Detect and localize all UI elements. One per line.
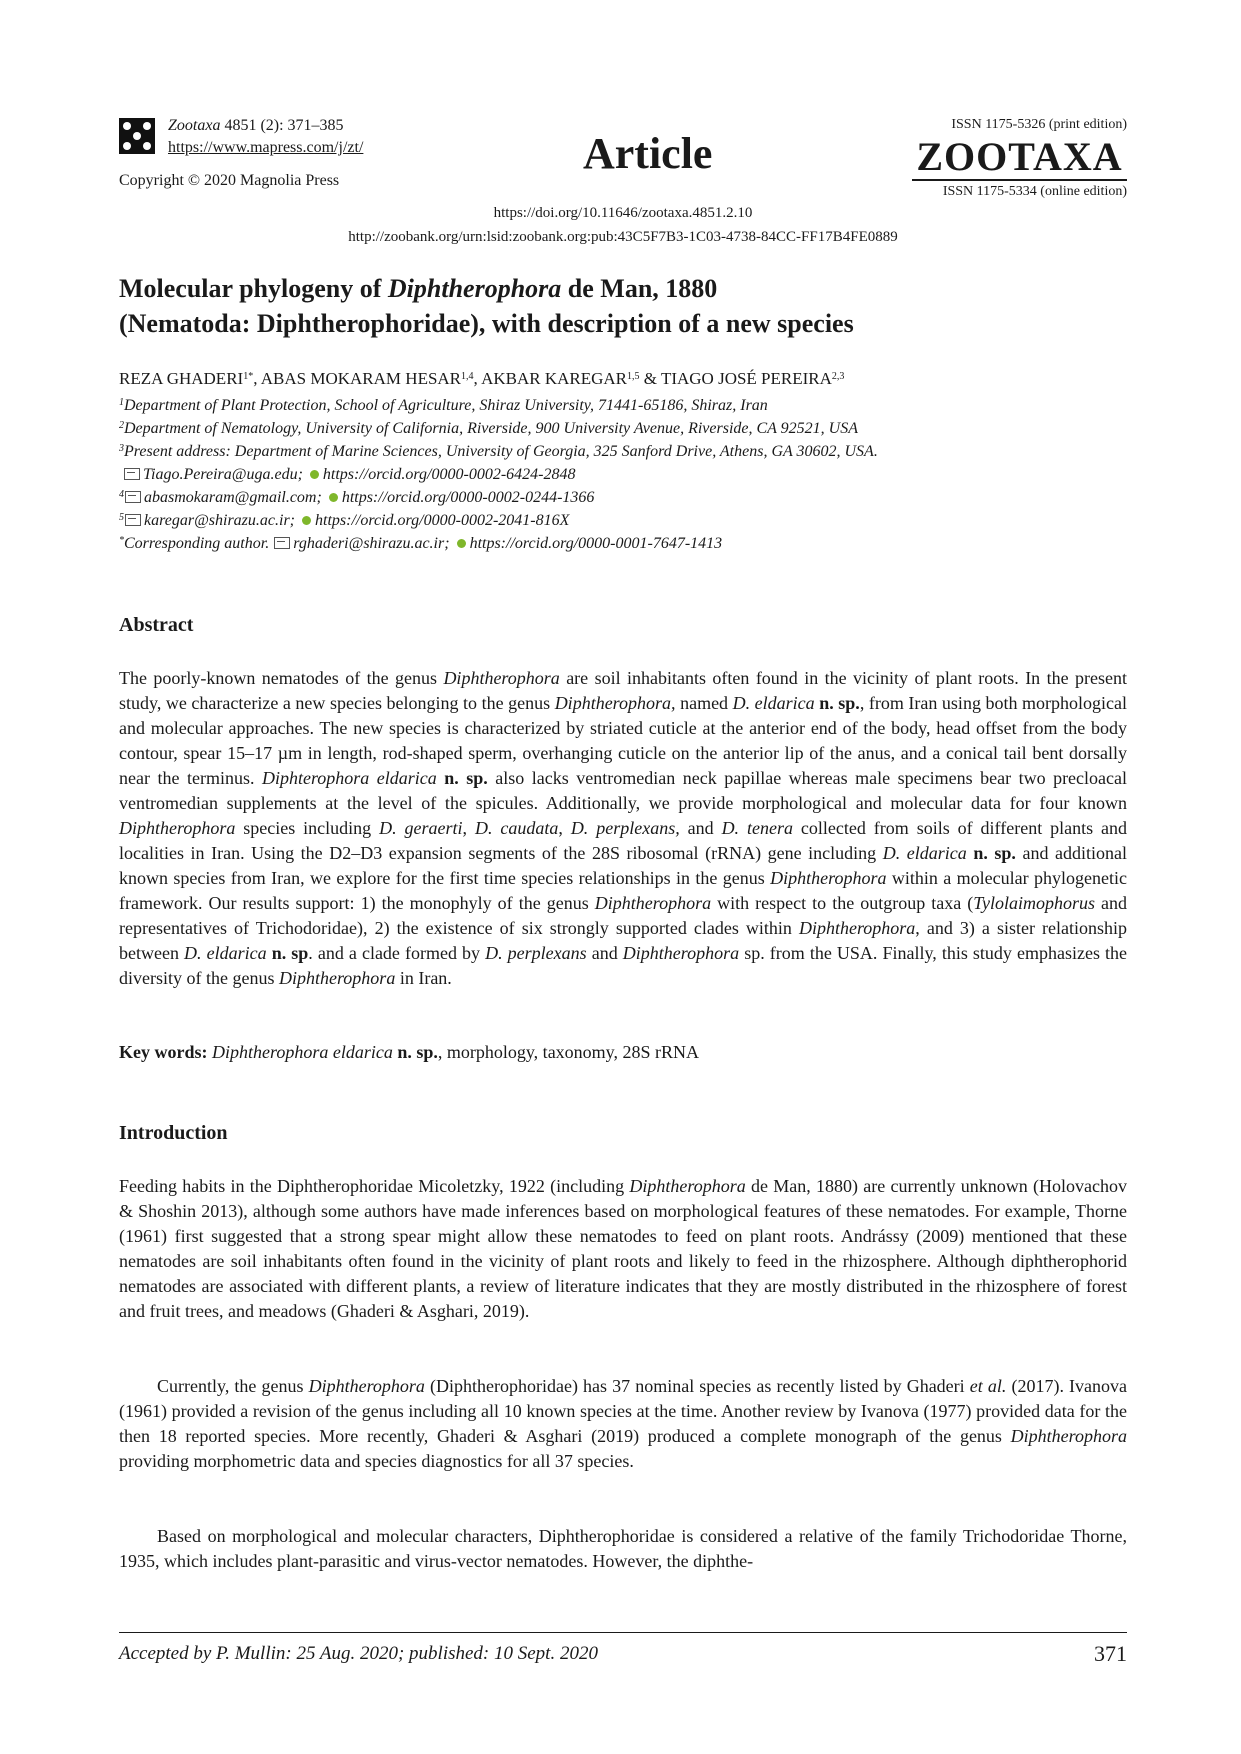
- author-name: AKBAR KAREGAR: [481, 369, 628, 388]
- orcid-link[interactable]: https://orcid.org/0000-0002-6424-2848: [322, 466, 576, 483]
- intro-paragraph-3: Based on morphological and molecular characters, Diphtherophoridae is considered a relative of the family Trichodoridae Thorne, 1935, which includes plant-parasitic and virus-vector nematodes. However, the diphthe-: [119, 1526, 1127, 1571]
- article-type-label: Article: [583, 129, 713, 178]
- contact-2: $^4$ abasmokaram@gmail.com; https://orcid.org/0000-0002-0244-1366: [119, 489, 595, 506]
- zoobank-link[interactable]: http://zoobank.org/urn:lsid:zoobank.org:pub:43C5F7B3-1C03-4738-84CC-FF17B4FE0889: [348, 229, 898, 245]
- affiliations: [119, 394, 1127, 555]
- affiliation-2: $^2$Department of Nematology, University of California, Riverside, 900 University Avenue, Riverside, CA 92521, USA: [119, 420, 858, 437]
- orcid-icon: [310, 470, 319, 479]
- intro-paragraph-2: Currently, the genus Diphtherophora (Diphtherophoridae) has 37 nominal species as recently listed by Ghaderi et al. (2017). Ivanova (1961) provided a revision of the genus including all 10 known species at the time. Another review by Ivanova (1977) provided data for the then 18 reported species. More recently, Ghaderi & Asghari (2019) produced a complete monograph of the genus Diphtherophora providing morphometric data and species diagnostics for all 37 species.: [119, 1376, 1128, 1471]
- page-number: 371: [1094, 1641, 1127, 1666]
- article-title: Molecular phylogeny of Diphtherophora de Man, 1880 (Nematoda: Diphtherophoridae), with description of a new species: [119, 274, 854, 338]
- abstract-heading: Abstract: [119, 614, 194, 636]
- issn-print: ISSN 1175-5326 (print edition): [951, 117, 1127, 132]
- orcid-link[interactable]: https://orcid.org/0000-0001-7647-1413: [469, 535, 723, 552]
- corresponding-author: *Corresponding author. rghaderi@shirazu.ac.ir; https://orcid.org/0000-0001-7647-1413: [119, 535, 723, 552]
- contact-3: $^5$ karegar@shirazu.ac.ir; https://orcid.org/0000-0002-2041-816X: [119, 512, 570, 529]
- identifiers: [119, 201, 1127, 249]
- zootaxa-brand: ZOOTAXA: [912, 136, 1127, 181]
- orcid-icon: [302, 516, 311, 525]
- email-link[interactable]: abasmokaram@gmail.com;: [144, 489, 322, 506]
- email-icon: [274, 537, 290, 549]
- abstract-text: The poorly-known nematodes of the genus Diphtherophora are soil inhabitants often found in the vicinity of plant roots. In the present study, we characterize a new species belonging to the genus Diphtherophora, named D. eldarica n. sp., from Iran using both morphological and molecular approaches. The new species is characterized by striated cuticle at the anterior end of the body, head offset from the body contour, spear 15–17 µm in length, rod-shaped sperm, overhanging cuticle on the anterior lip of the anus, and a conical tail bent dorsally near the terminus. Diphterophora eldarica n. sp. also lacks ventromedian neck papillae whereas male specimens bear two precloacal ventromedian supplements at the level of the spicules. Additionally, we provide morphological and molecular data for four known Diphtherophora species including D. geraerti, D. caudata, D. perplexans, and D. tenera collected from soils of different plants and localities in Iran. Using the D2–D3 expansion segments of the 28S ribosomal (rRNA) gene including D. eldarica n. sp. and additional known species from Iran, we explore for the first time species relationships in the genus Diphtherophora within a molecular phylogenetic framework. Our results support: 1) the monophyly of the genus Diphtherophora with respect to the outgroup taxa (Tylolaimophorus and representatives of Trichodoridae), 2) the existence of six strongly supported clades within Diphtherophora, and 3) a sister relationship between D. eldarica n. sp. and a clade formed by D. perplexans and Diphtherophora sp. from the USA. Finally, this study emphasizes the diversity of the genus Diphtherophora in Iran.: [119, 668, 1128, 988]
- copyright-notice: Copyright © 2020 Magnolia Press: [119, 172, 340, 189]
- orcid-icon: [329, 493, 338, 502]
- journal-citation: Zootaxa 4851 (2): 371–385: [168, 117, 344, 134]
- email-icon: [125, 514, 141, 526]
- author-name: ABAS MOKARAM HESAR: [260, 369, 462, 388]
- footer-divider: [119, 1632, 1127, 1633]
- email-link[interactable]: Tiago.Pereira@uga.edu;: [143, 466, 303, 483]
- journal-url-link[interactable]: https://www.mapress.com/j/zt/: [168, 139, 364, 156]
- introduction-heading: Introduction: [119, 1122, 228, 1144]
- email-icon: [124, 468, 140, 480]
- affiliation-3: $^3$Present address: Department of Marine Sciences, University of Georgia, 325 Sanford Drive, Athens, GA 30602, USA.: [119, 443, 878, 460]
- email-link[interactable]: karegar@shirazu.ac.ir;: [144, 512, 296, 529]
- doi-link[interactable]: https://doi.org/10.11646/zootaxa.4851.2.10: [493, 205, 753, 221]
- email-link[interactable]: rghaderi@shirazu.ac.ir;: [293, 535, 450, 552]
- orcid-link[interactable]: https://orcid.org/0000-0002-2041-816X: [315, 512, 570, 529]
- author-name: TIAGO JOSÉ PEREIRA: [660, 369, 832, 388]
- issn-block: [912, 116, 1127, 201]
- author-name: REZA GHADERI: [119, 369, 244, 388]
- orcid-icon: [457, 539, 466, 548]
- orcid-link[interactable]: https://orcid.org/0000-0002-0244-1366: [341, 489, 595, 506]
- author-list: REZA $GHADERI^{1*}$, ABAS MOKARAM HESAR$^{1,4}$, AKBAR KAREGAR$^{1,5}$ & TIAGO JOSÉ PEREIRA$^{2,3}$: [119, 369, 845, 388]
- acceptance-note: Accepted by P. Mullin: 25 Aug. 2020; published: 10 Sept. 2020: [119, 1643, 598, 1664]
- affiliation-1: $^1$Department of Plant Protection, School of Agriculture, Shiraz University, 71441-65186, Shiraz, Iran: [119, 397, 768, 414]
- keywords: Key words: Diphtherophora eldarica n. sp., morphology, taxonomy, 28S rRNA: [119, 1042, 700, 1062]
- article-page: [119, 0, 1127, 1754]
- issn-online: ISSN 1175-5334 (online edition): [942, 184, 1127, 199]
- zootaxa-logo-icon: [119, 118, 155, 154]
- contact-1: [119, 463, 1127, 486]
- intro-paragraph-1: Feeding habits in the Diphtherophoridae Micoletzky, 1922 (including Diphtherophora de Man, 1880) are currently unknown (Holovachov & Shoshin 2013), although some authors have made inferences based on morphological features of these nematodes. For example, Thorne (1961) first suggested that a strong spear might allow these nematodes to feed on plant roots. Andrássy (2009) mentioned that these nematodes are soil inhabitants often found in the vicinity of plant roots and likely to feed in the rhizosphere. Although diphtherophorid nematodes are associated with different plants, a review of literature indicates that they are mostly distributed in the rhizosphere of forest and fruit trees, and meadows (Ghaderi & Asghari, 2019).: [119, 1176, 1128, 1321]
- email-icon: [125, 491, 141, 503]
